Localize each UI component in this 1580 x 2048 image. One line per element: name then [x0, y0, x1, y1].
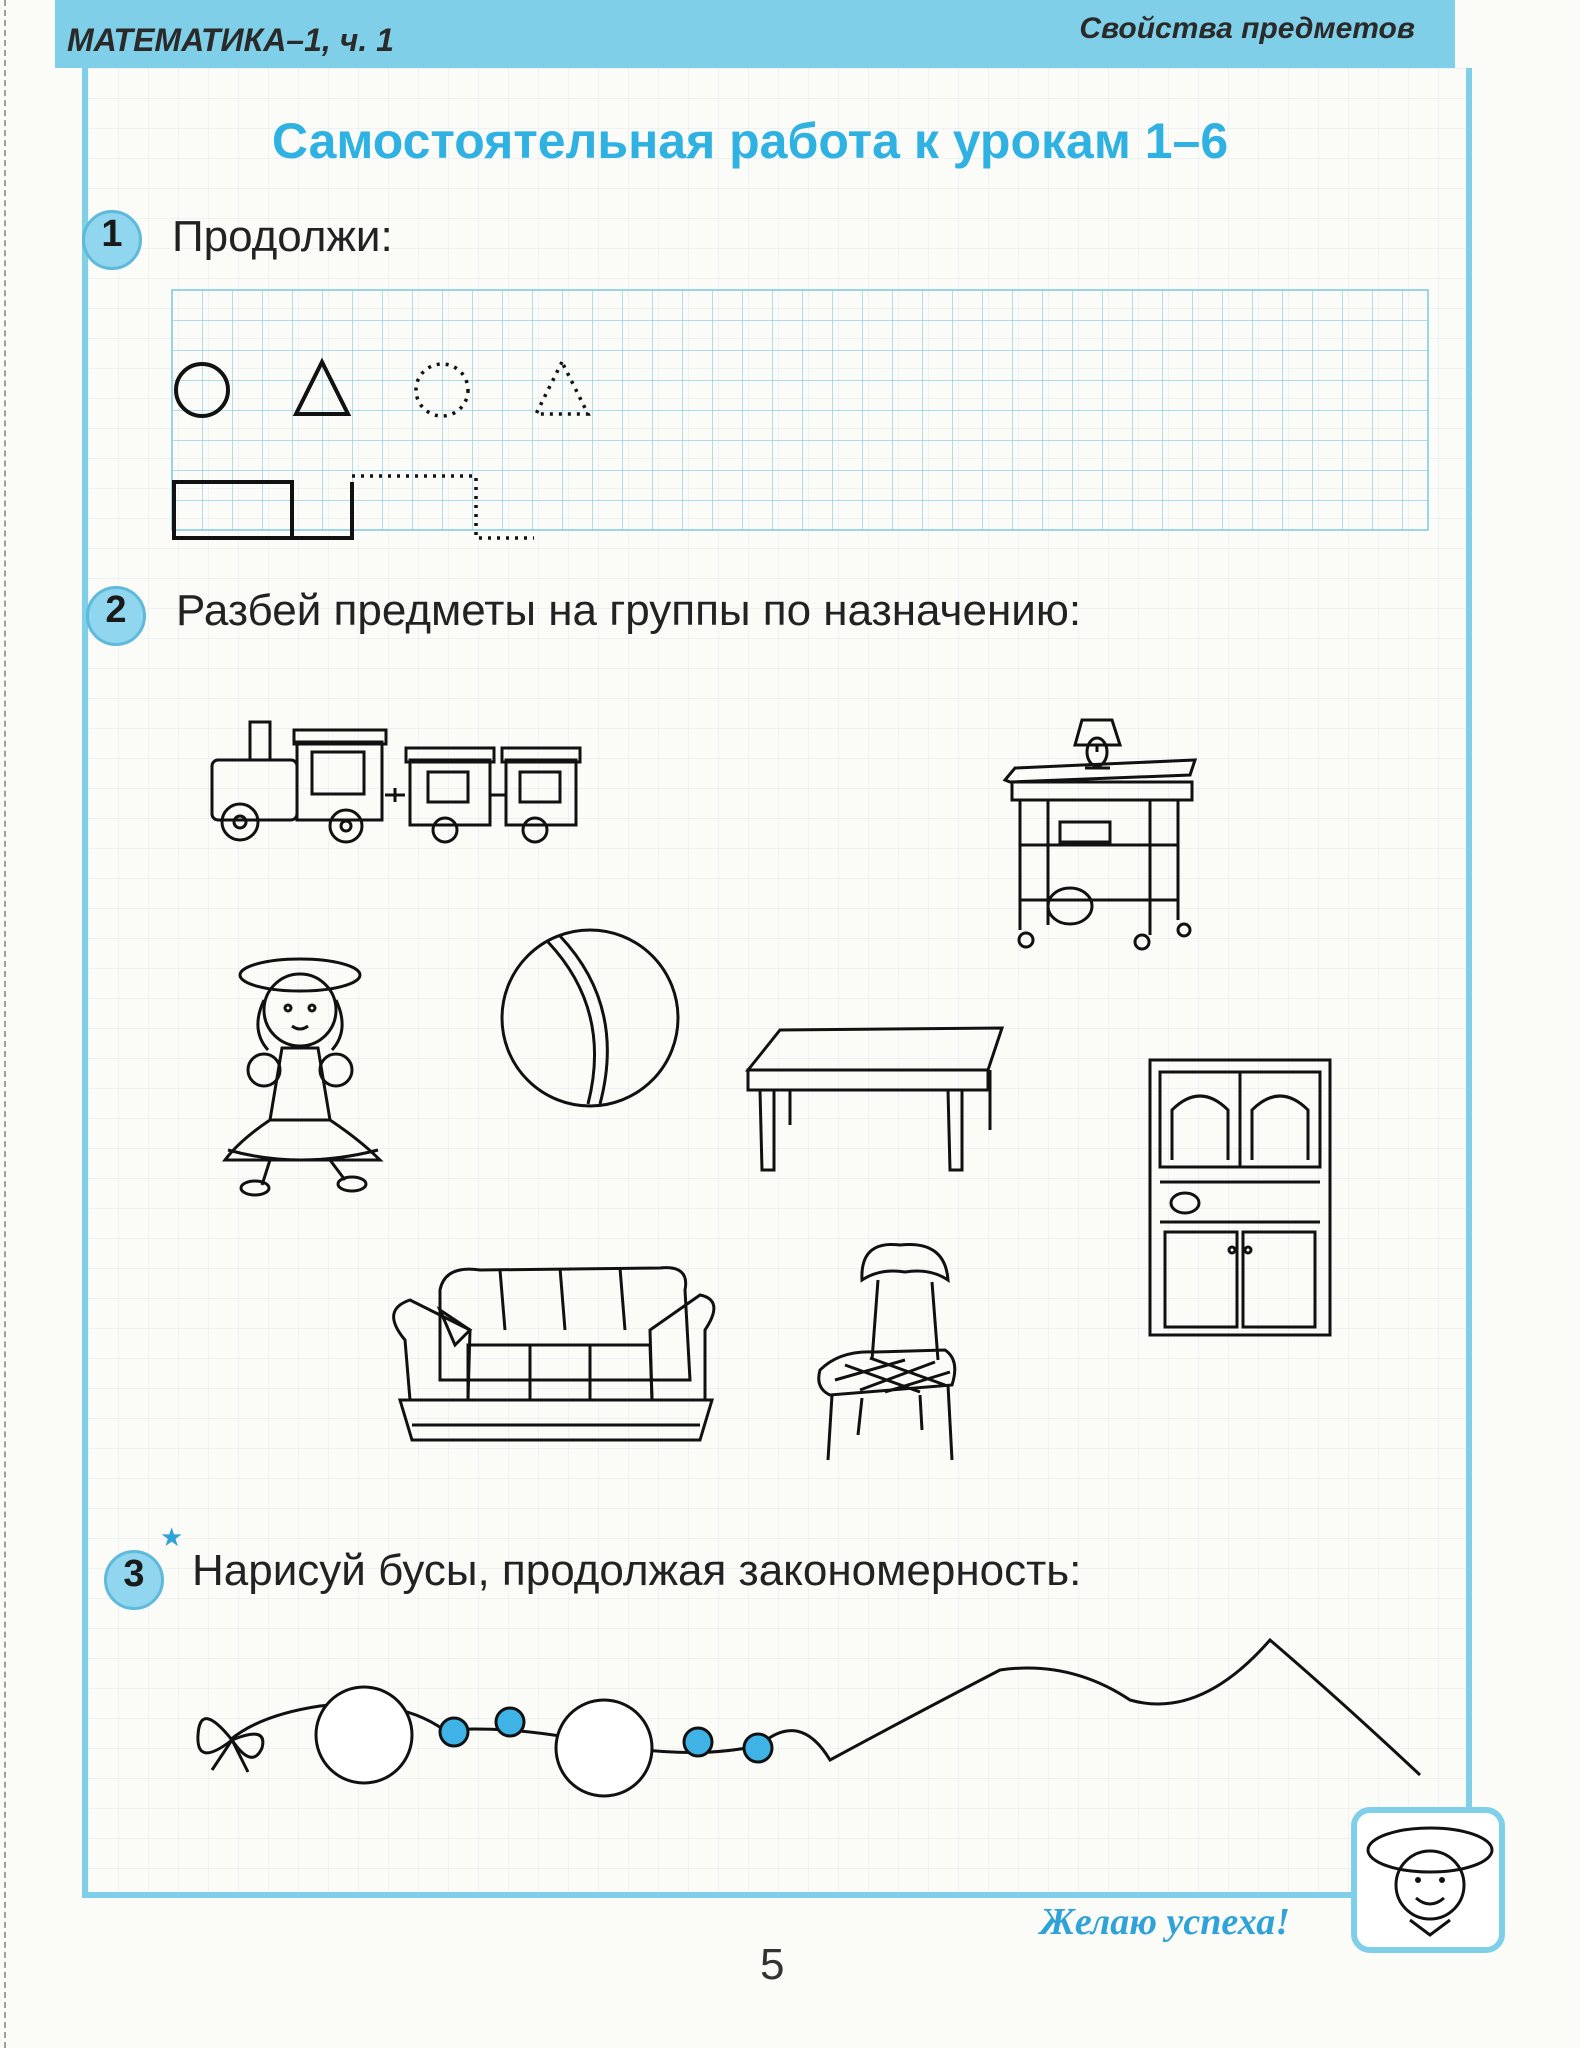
task-1-number: 1	[82, 210, 142, 270]
page-title: Самостоятельная работа к урокам 1–6	[271, 113, 1229, 169]
difficulty-star-icon: ★	[160, 1522, 184, 1552]
section-title: Свойства предметов	[1079, 12, 1415, 45]
task-2-number: 2	[86, 586, 146, 646]
task-1-text: Продолжи:	[172, 212, 393, 261]
task-3-number: 3	[104, 1550, 164, 1610]
task-2-text: Разбей предметы на группы по назначению:	[176, 586, 1082, 635]
greeting-text: Желаю успеха!	[1040, 1901, 1291, 1943]
book-series: МАТЕМАТИКА–1, ч. 1	[67, 22, 394, 58]
page-number: 5	[760, 1940, 785, 1989]
task-3-text: Нарисуй бусы, продолжая закономерность:	[192, 1546, 1082, 1595]
